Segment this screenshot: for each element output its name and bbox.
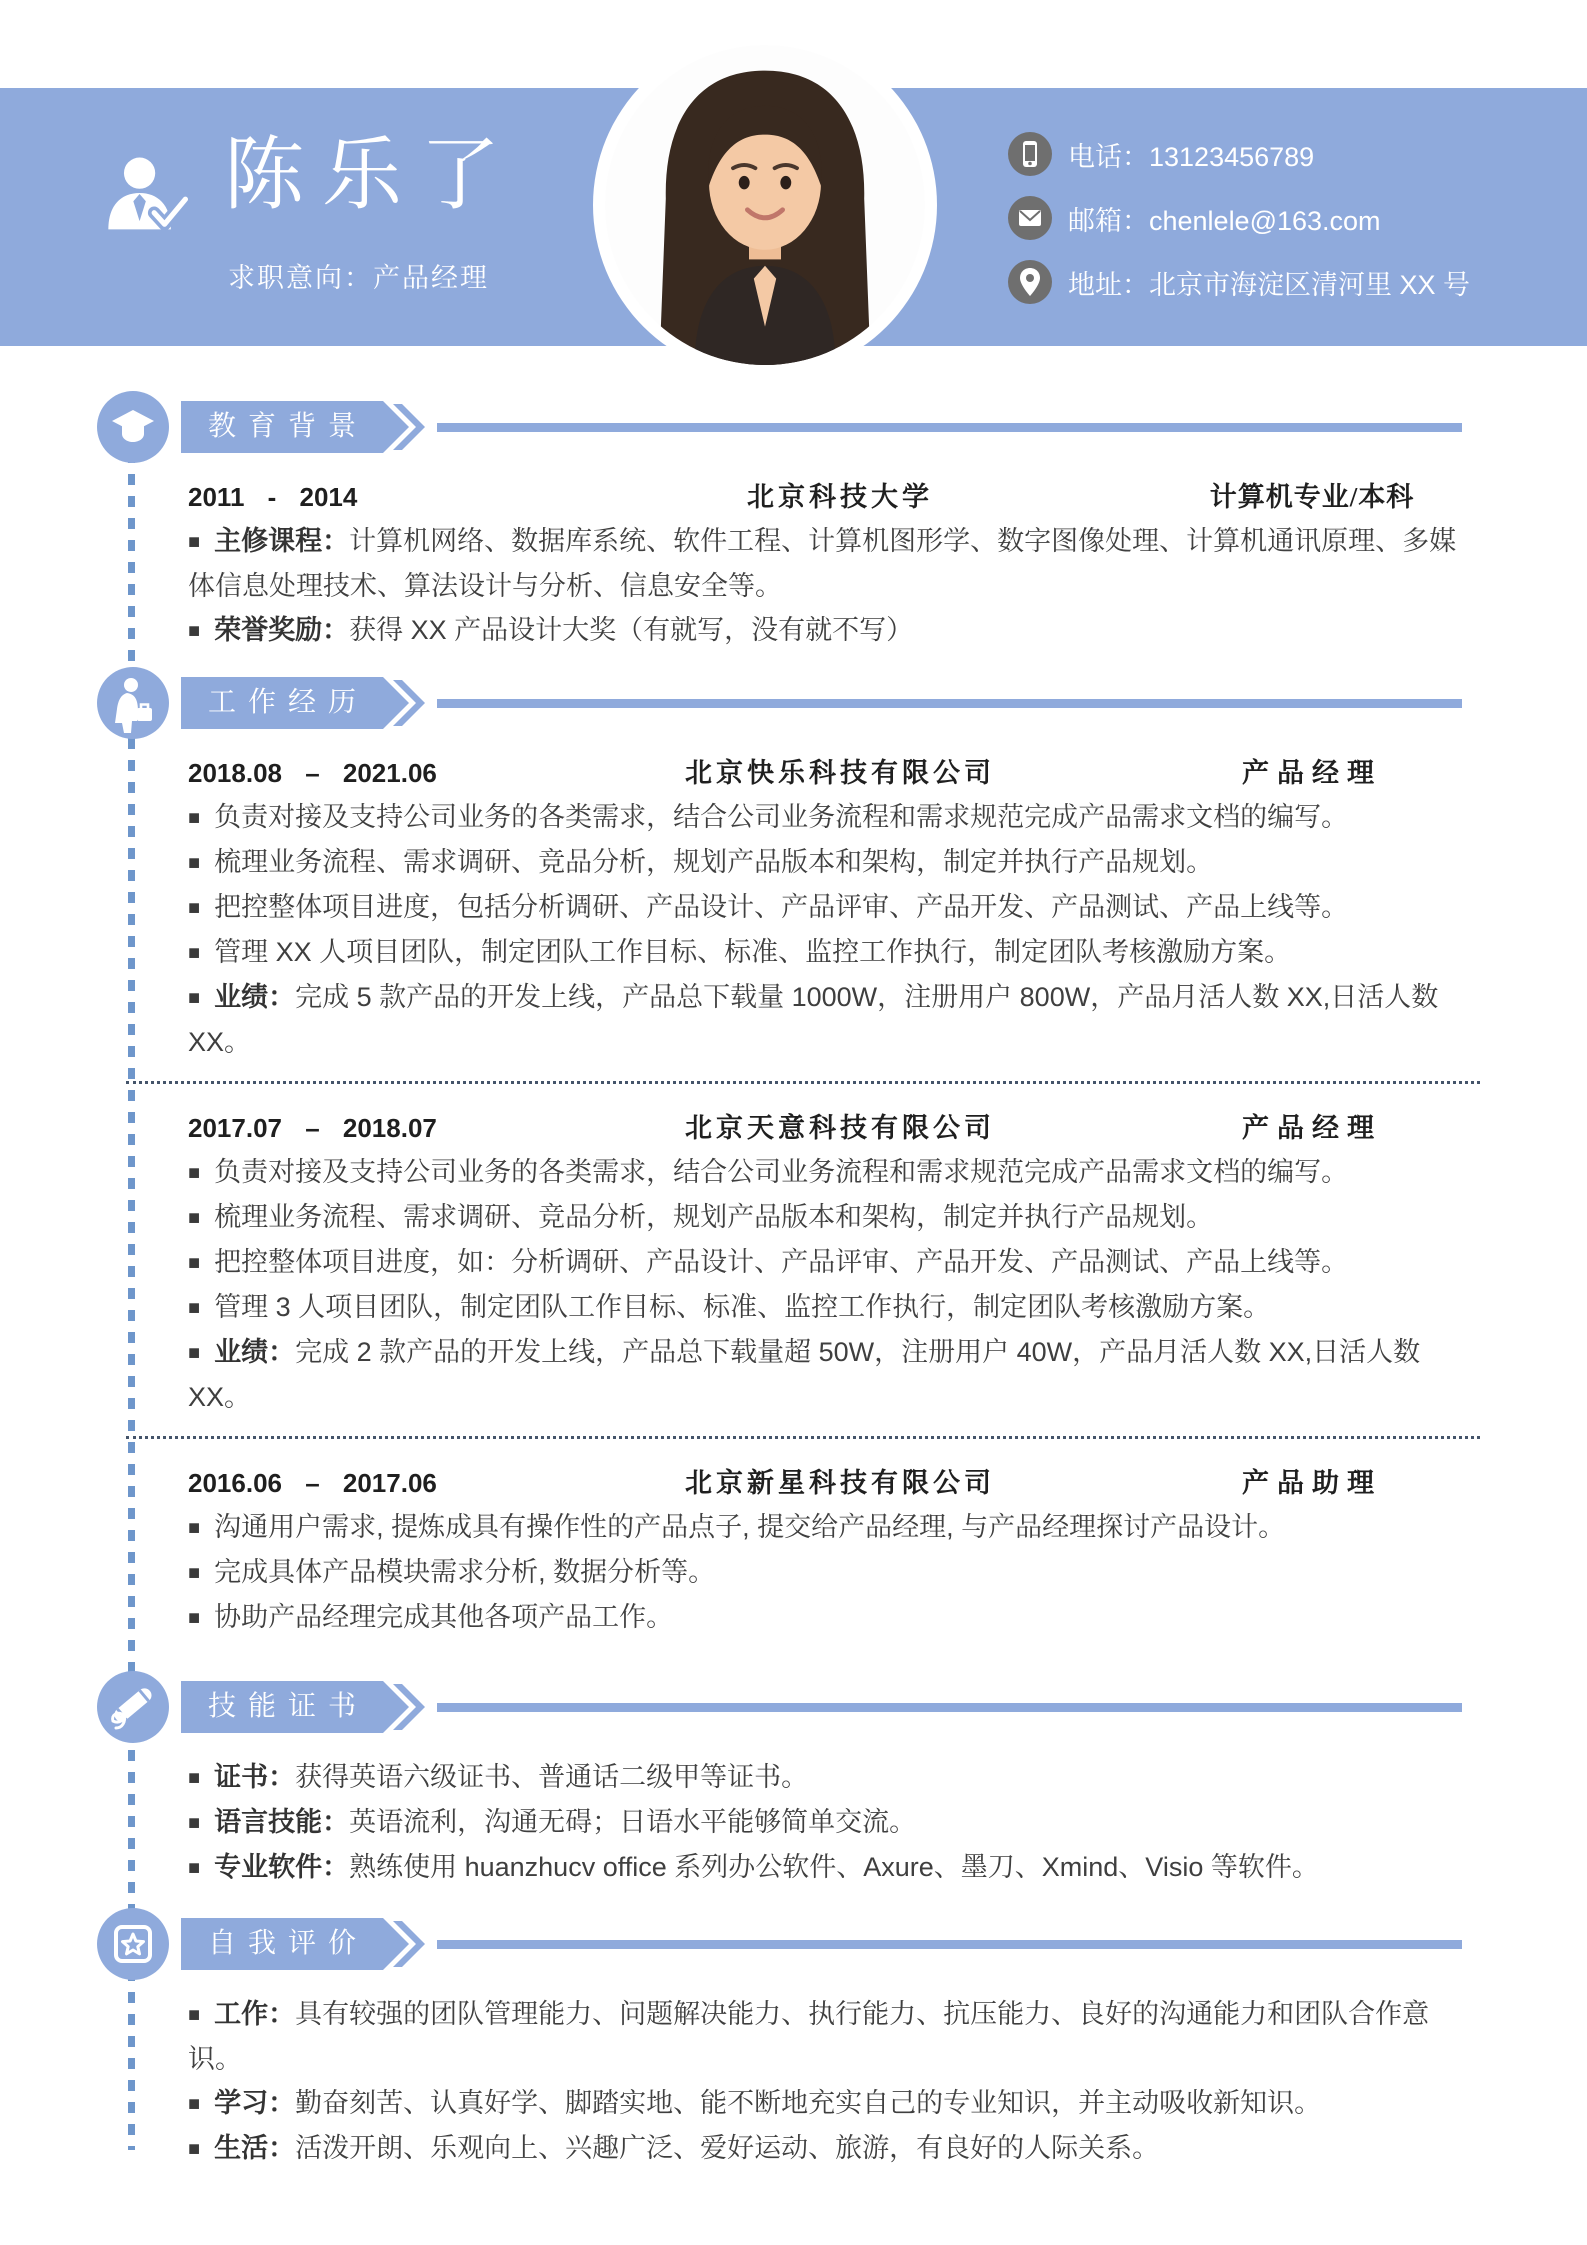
- job-separator: [126, 1081, 1480, 1084]
- certificate-icon: [97, 1671, 169, 1743]
- contact-phone: 电话：13123456789: [1068, 141, 1315, 172]
- job-entry: [188, 751, 1462, 1064]
- job-role: 产品助理: [1242, 1468, 1382, 1498]
- education-banner: [181, 401, 435, 453]
- section-rule: [437, 1703, 1462, 1712]
- work-banner: [181, 677, 435, 729]
- job-bullet: ■ 管理 XX 人项目团队，制定团队工作目标、标准、监控工作执行，制定团队考核激励方案。: [188, 930, 1462, 975]
- job-period: 2016.06 – 2017.06: [188, 1468, 437, 1498]
- job-bullet: ■ 完成具体产品模块需求分析, 数据分析等。: [188, 1550, 1462, 1595]
- job-entry: [188, 1461, 1462, 1640]
- section-rule: [437, 1940, 1462, 1949]
- section-evaluation: [97, 1908, 1462, 2171]
- job-bullet: ■ 业绩：完成 2 款产品的开发上线，产品总下载量超 50W，注册用户 40W，产品月活人数 XX,日活人数 XX。: [188, 1330, 1462, 1419]
- contact-address: 地址：北京市海淀区清河里 XX 号: [1068, 269, 1471, 300]
- education-header: [97, 391, 1462, 463]
- skills-title: 技能证书: [207, 1691, 368, 1722]
- job-bullet: ■ 把控整体项目进度，如：分析调研、产品设计、产品评审、产品开发、产品测试、产品上线等。: [188, 1240, 1462, 1285]
- evaluation-banner: [181, 1918, 435, 1970]
- candidate-name: 陈乐了: [224, 132, 518, 220]
- job-bullet: ■ 负责对接及支持公司业务的各类需求，结合公司业务流程和需求规范完成产品需求文档的编写。: [188, 1150, 1462, 1195]
- contact-row-email: [1008, 196, 1470, 240]
- work-body: [188, 739, 1462, 1640]
- skill-bullet: ■ 证书：获得英语六级证书、普通话二级甲等证书。: [188, 1755, 1462, 1800]
- evaluation-title: 自我评价: [207, 1928, 368, 1959]
- profile-photo: [593, 33, 937, 377]
- job-role: 产品经理: [1242, 1113, 1382, 1143]
- skills-body: [188, 1743, 1462, 1890]
- job-separator: [126, 1436, 1480, 1439]
- job-role: 产品经理: [1242, 758, 1382, 788]
- phone-icon: [1008, 132, 1052, 176]
- skill-bullet: ■ 专业软件：熟练使用 huanzhucv office 系列办公软件、Axure、墨刀、Xmind、Visio 等软件。: [188, 1845, 1462, 1890]
- job-period: 2018.08 – 2021.06: [188, 758, 437, 788]
- location-icon: [1008, 260, 1052, 304]
- work-title: 工作经历: [207, 687, 368, 718]
- person-tie-icon: [100, 144, 200, 249]
- graduation-cap-icon: [97, 391, 169, 463]
- job-company: 北京新星科技有限公司: [685, 1468, 995, 1498]
- education-period: 2011 - 2014: [188, 482, 358, 512]
- job-entry-head: [188, 1106, 1462, 1150]
- job-company: 北京快乐科技有限公司: [685, 758, 995, 788]
- education-school: 北京科技大学: [747, 482, 933, 512]
- evaluation-bullet: ■ 学习：勤奋刻苦、认真好学、脚踏实地、能不断地充实自己的专业知识，并主动吸收新知识。: [188, 2081, 1462, 2126]
- job-intention: 求职意向：产品经理: [228, 263, 489, 293]
- education-major: 计算机专业/本科: [1209, 482, 1415, 512]
- mail-icon: [1008, 196, 1052, 240]
- job-bullet: ■ 管理 3 人项目团队，制定团队工作目标、标准、监控工作执行，制定团队考核激励方案。: [188, 1285, 1462, 1330]
- education-bullet: ■ 主修课程：计算机网络、数据库系统、软件工程、计算机图形学、数字图像处理、计算机通讯原理、多媒体信息处理技术、算法设计与分析、信息安全等。: [188, 519, 1462, 608]
- evaluation-bullet: ■ 工作：具有较强的团队管理能力、问题解决能力、执行能力、抗压能力、良好的沟通能力和团队合作意识。: [188, 1992, 1462, 2081]
- contact-email: 邮箱：chenlele@163.com: [1068, 205, 1381, 236]
- section-work: [97, 667, 1462, 1640]
- job-bullet: ■ 梳理业务流程、需求调研、竞品分析，规划产品版本和架构，制定并执行产品规划。: [188, 1195, 1462, 1240]
- star-badge-icon: [97, 1908, 169, 1980]
- contact-row-phone: [1008, 132, 1470, 176]
- skills-header: [97, 1671, 1462, 1743]
- job-entry: [188, 1106, 1462, 1419]
- skill-bullet: ■ 语言技能：英语流利，沟通无碍；日语水平能够简单交流。: [188, 1800, 1462, 1845]
- education-entry-head: [188, 475, 1462, 519]
- contact-list: [1008, 132, 1470, 324]
- section-skills: [97, 1671, 1462, 1890]
- job-bullet: ■ 把控整体项目进度，包括分析调研、产品设计、产品评审、产品开发、产品测试、产品上线等。: [188, 885, 1462, 930]
- section-rule: [437, 699, 1462, 708]
- education-title: 教育背景: [207, 411, 368, 442]
- job-bullet: ■ 业绩：完成 5 款产品的开发上线，产品总下载量 1000W，注册用户 800W，产品月活人数 XX,日活人数 XX。: [188, 975, 1462, 1064]
- education-body: [188, 463, 1462, 653]
- job-entry-head: [188, 1461, 1462, 1505]
- job-bullet: ■ 梳理业务流程、需求调研、竞品分析，规划产品版本和架构，制定并执行产品规划。: [188, 840, 1462, 885]
- job-period: 2017.07 – 2018.07: [188, 1113, 437, 1143]
- work-header: [97, 667, 1462, 739]
- education-bullet: ■ 荣誉奖励：获得 XX 产品设计大奖（有就写，没有就不写）: [188, 608, 1462, 653]
- briefcase-person-icon: [97, 667, 169, 739]
- contact-row-address: [1008, 260, 1470, 304]
- skills-banner: [181, 1681, 435, 1733]
- section-rule: [437, 423, 1462, 432]
- job-entry-head: [188, 751, 1462, 795]
- job-bullet: ■ 负责对接及支持公司业务的各类需求，结合公司业务流程和需求规范完成产品需求文档的编写。: [188, 795, 1462, 840]
- section-education: [97, 391, 1462, 653]
- job-company: 北京天意科技有限公司: [685, 1113, 995, 1143]
- job-bullet: ■ 协助产品经理完成其他各项产品工作。: [188, 1595, 1462, 1640]
- evaluation-header: [97, 1908, 1462, 1980]
- evaluation-bullet: ■ 生活：活泼开朗、乐观向上、兴趣广泛、爱好运动、旅游，有良好的人际关系。: [188, 2126, 1462, 2171]
- job-bullet: ■ 沟通用户需求, 提炼成具有操作性的产品点子, 提交给产品经理, 与产品经理探讨产品设计。: [188, 1505, 1462, 1550]
- evaluation-body: [188, 1980, 1462, 2171]
